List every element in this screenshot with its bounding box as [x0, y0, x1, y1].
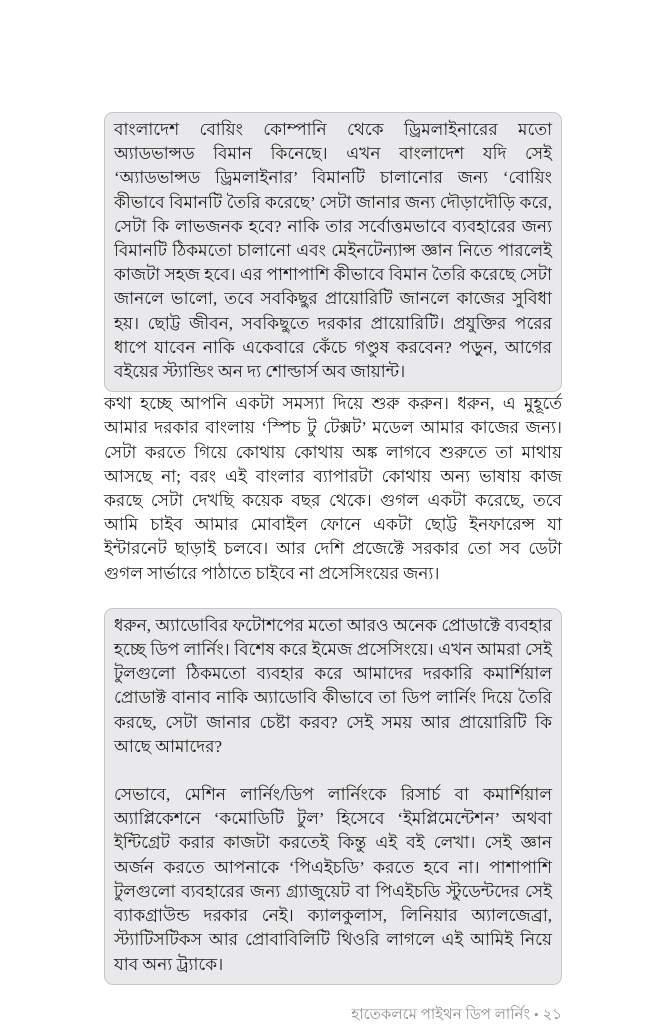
page-content-column: [104, 112, 562, 1025]
callout-2-paragraph-1: ধরুন, অ্যাডোবির ফটোশপের মতো আরও অনেক প্রোডাক্টে ব্যবহার হচ্ছে ডিপ লার্নিং। বিশেষ করে ইমেজ প্রসেসিংয়ে। এখন আমরা সেই টুলগুলো ঠিকমতো ব্যবহার করে আমাদের দরকারি কমার্শিয়াল প্রোডাক্ট বানাব নাকি অ্যাডোবি কীভাবে তা ডিপ লার্নিং দিয়ে তৈরি করছে, সেটা জানার চেষ্টা করব? সেই সময় আর প্রায়োরিটি কি আছে আমাদের?: [114, 615, 552, 756]
page-footer: [104, 1005, 562, 1025]
highlight-box-1: [104, 112, 562, 392]
footer-book-title: হাতেকলমে পাইথন ডিপ লার্নিং: [351, 1006, 530, 1023]
callout-2-paragraph-2: সেভাবে, মেশিন লার্নিং/ডিপ লার্নিংকে রিসার্চ বা কমার্শিয়াল অ্যাপ্লিকেশনে ‘কমোডিটি টুল’ হিসেবে ‘ইমপ্লিমেন্টেশন’ অথবা ইন্টিগ্রেট করার কাজটা করতেই কিন্তু এই বই লেখা। সেই জ্ঞান অর্জন করতে আপনাকে ‘পিএইচডি’ করতে হবে না। পাশাপাশি টুলগুলো ব্যবহারের জন্য গ্র্যাজুয়েট বা পিএইচডি স্টুডেন্টদের সেই ব্যাকগ্রাউন্ড দরকার নেই। ক্যালকুলাস, লিনিয়ার অ্যালজেব্রা, স্ট্যাটিসটিকস আর প্রোবাবিলিটি থিওরি লাগলে এই আমিই নিয়ে যাব অন্য ট্র্যাকে।: [114, 785, 552, 974]
highlight-box-2: [104, 608, 562, 985]
page-number: ২১: [542, 1006, 562, 1023]
callout-1-paragraph: বাংলাদেশ বোয়িং কোম্পানি থেকে ড্রিমলাইনারের মতো অ্যাডভান্সড বিমান কিনেছে। এখন বাংলাদেশ যদি সেই ‘অ্যাডভান্সড ড্রিমলাইনার’ বিমানটি চালানোর জন্য ‘বোয়িং কীভাবে বিমানটি তৈরি করেছে’ সেটা জানার জন্য দৌড়াদৌড়ি করে, সেটা কি লাভজনক হবে? নাকি তার সর্বোত্তমভাবে ব্যবহারের জন্য বিমানটি ঠিকমতো চালানো এবং মেইনটেন্যান্স জ্ঞান নিতে পারলেই কাজটা সহজ হবে। এর পাশাপাশি কীভাবে বিমান তৈরি করেছে সেটা জানলে ভালো, তবে সবকিছুর প্রায়োরিটি জানলে কাজের সুবিধা হয়। ছোট্ট জীবন, সবকিছুতে দরকার প্রায়োরিটি। প্রযুক্তির পরের ধাপে যাবেন নাকি একেবারে কেঁচে গণ্ডুষ করবেন? পড়ুন, আগের বইয়ের স্ট্যান্ডিং অন দ্য শোল্ডার্স অব জায়ান্ট।: [114, 120, 552, 382]
body-paragraph: কথা হচ্ছে আপনি একটা সমস্যা দিয়ে শুরু করুন। ধরুন, এ মুহূর্তে আমার দরকার বাংলায় ‘স্পিচ টু টেক্সট’ মডেল আমার কাজের জন্য। সেটা করতে গিয়ে কোথায় কোথায় অঙ্ক লাগবে শুরুতে তা মাথায় আসছে না; বরং এই বাংলার ব্যাপারটা কোথায় অন্য ভাষায় কাজ করছে সেটা দেখছি কয়েক বছর থেকে। গুগল একটা করেছে, তবে আমি চাইব আমার মোবাইল ফোনে একটা ছোট্ট ইনফারেন্স যা ইন্টারনেট ছাড়াই চলবে। আর দেশি প্রজেক্টে সরকার তো সব ডেটা গুগল সার্ভারে পাঠাতে চাইবে না প্রসেসিংয়ের জন্য।: [104, 394, 562, 583]
bullet-separator-icon: •: [533, 1006, 539, 1022]
